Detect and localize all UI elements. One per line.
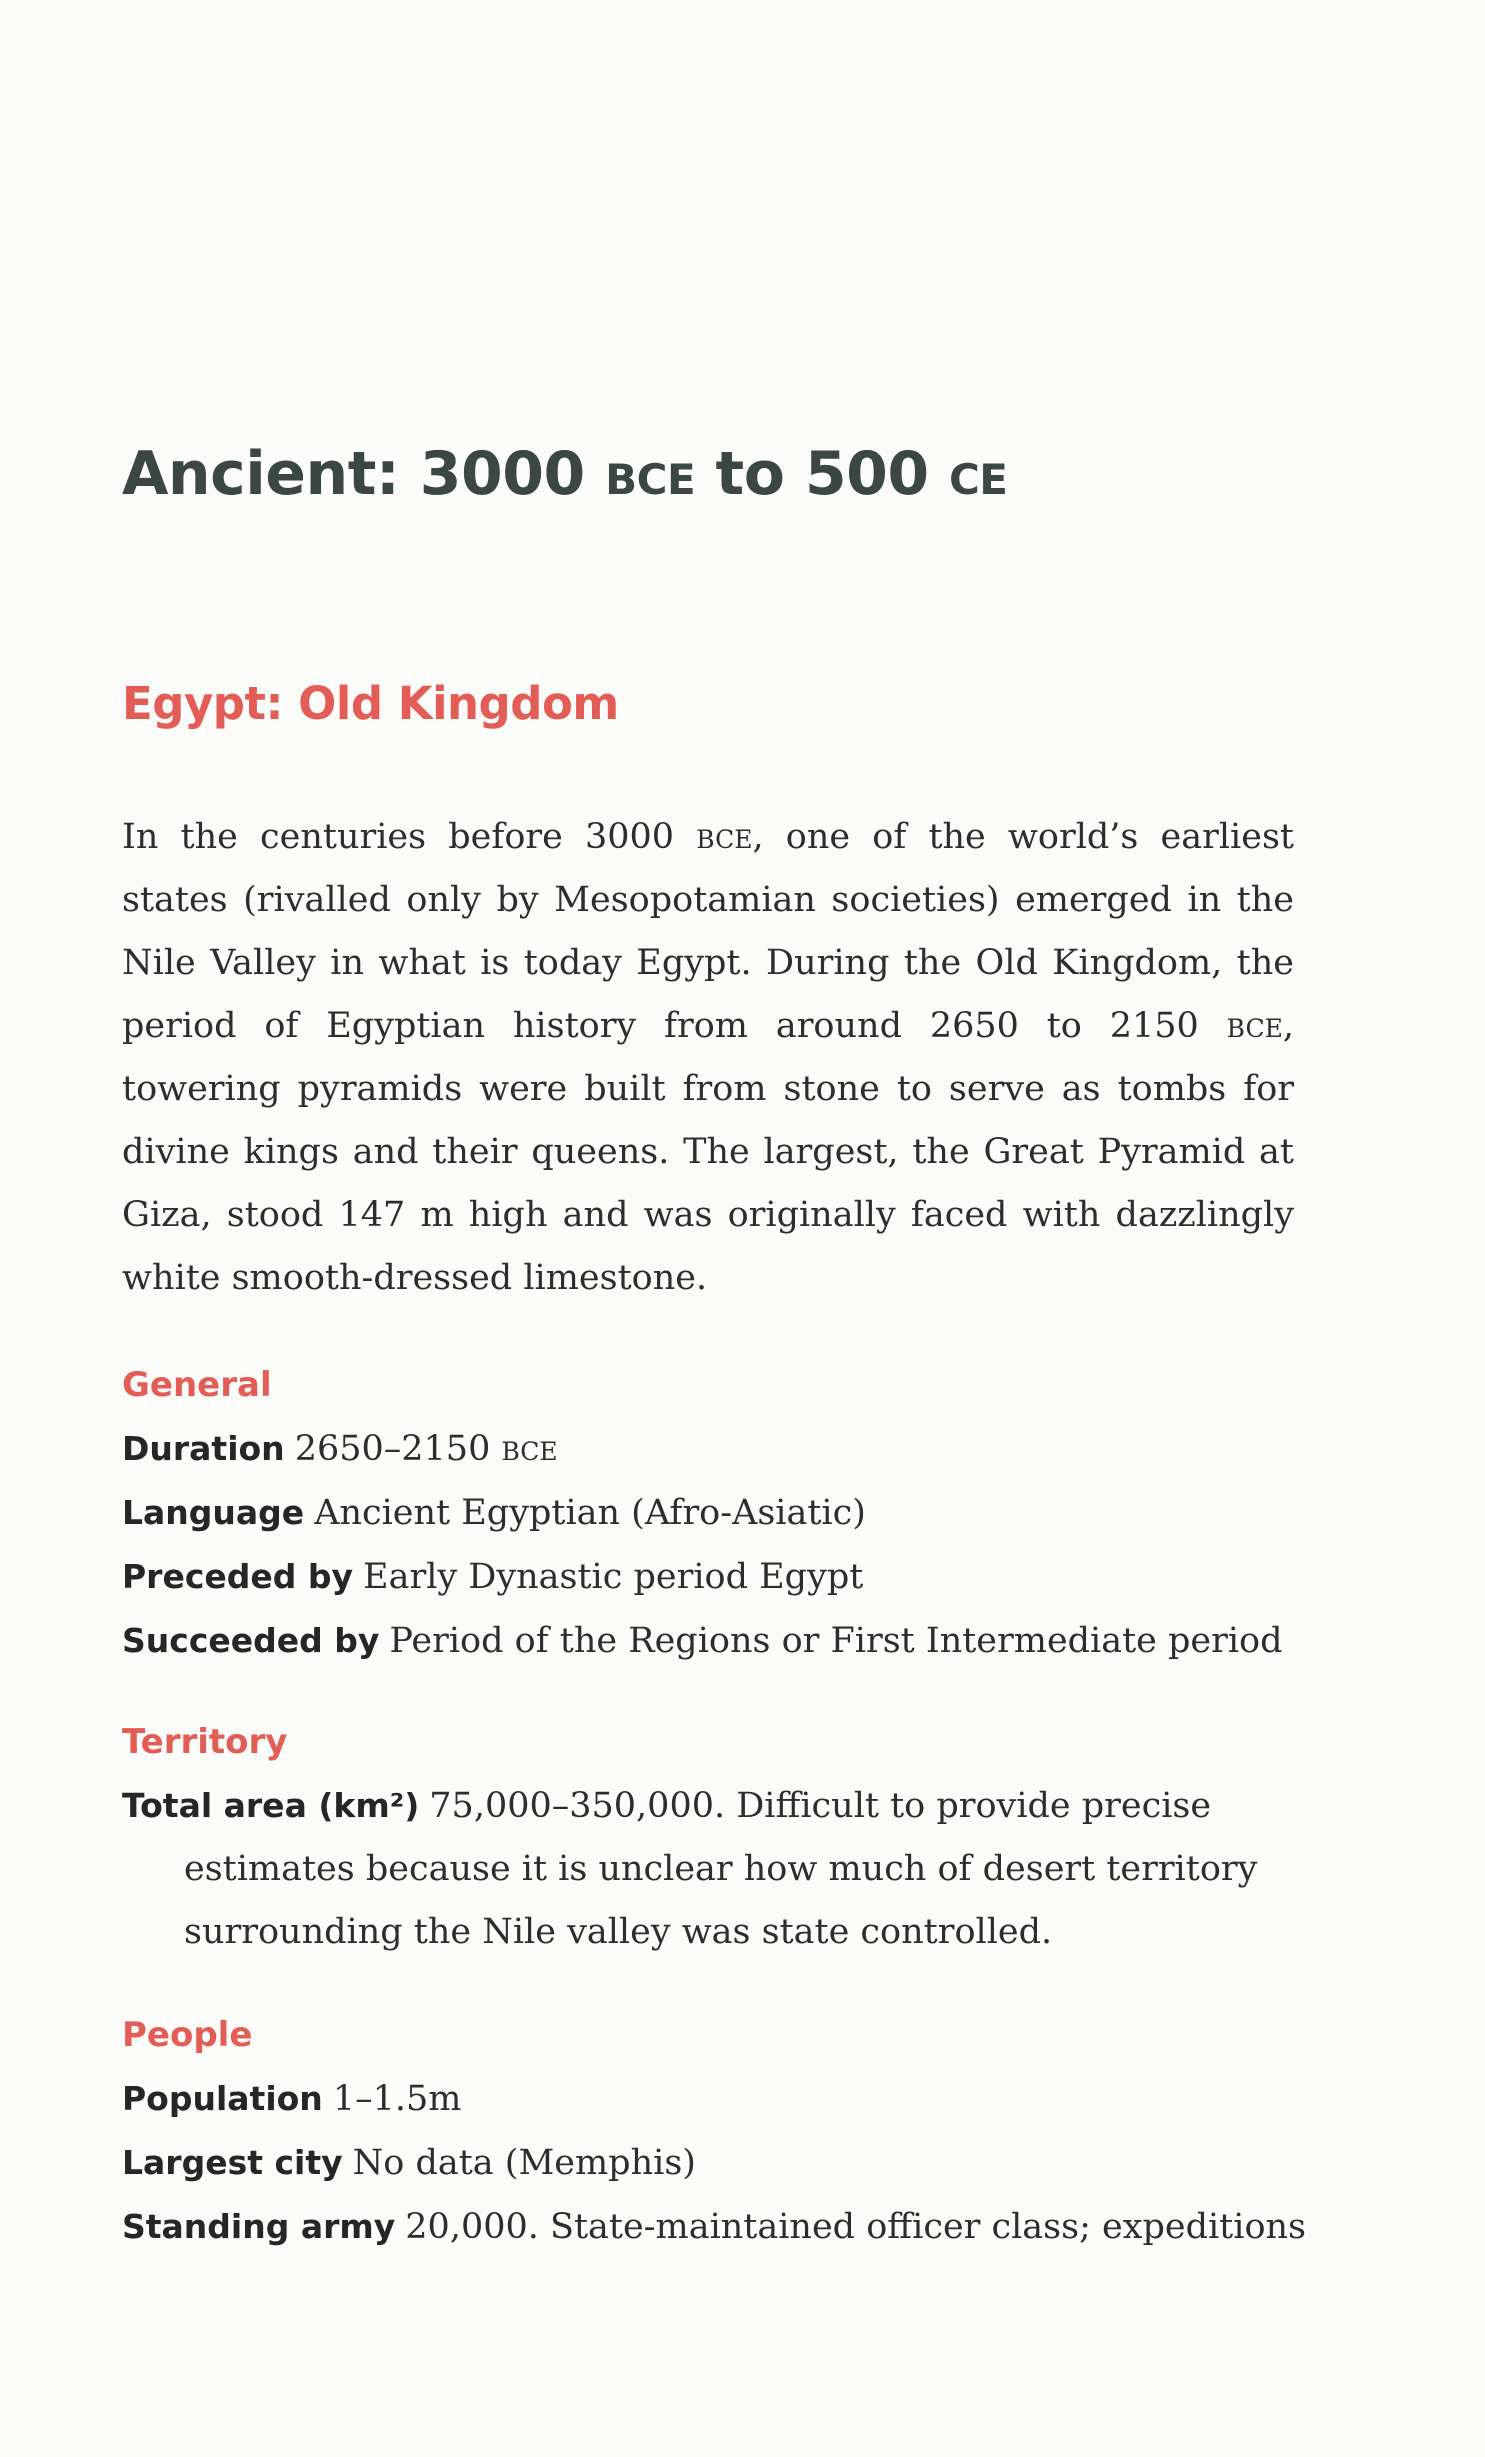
language-label: Language bbox=[122, 1493, 305, 1532]
people-heading: People bbox=[122, 2015, 253, 2055]
succeeded-label: Succeeded by bbox=[122, 1621, 380, 1660]
intro-era-1: bce bbox=[696, 817, 753, 857]
preceded-value: Early Dynastic period Egypt bbox=[363, 1557, 864, 1597]
total-area-label: Total area (km²) bbox=[122, 1786, 420, 1825]
duration-row bbox=[122, 1417, 1302, 1481]
people-section bbox=[122, 2004, 1307, 2259]
population-value: 1–1.5m bbox=[332, 2079, 462, 2119]
intro-paragraph bbox=[122, 806, 1294, 1310]
total-area-value: 75,000–350,000. Difficult to provide precise estimates because it is unclear how much of desert territory surrounding the Nile valley was state controlled. bbox=[184, 1786, 1258, 1952]
chapter-title-prefix: Ancient: 3000 bbox=[122, 439, 606, 509]
succeeded-row bbox=[122, 1609, 1302, 1673]
total-area-row bbox=[122, 1774, 1302, 1964]
population-row bbox=[122, 2067, 1302, 2131]
preceded-label: Preceded by bbox=[122, 1557, 354, 1596]
preceded-row bbox=[122, 1545, 1302, 1609]
standing-army-value: 20,000. State-maintained officer class; expeditions bbox=[405, 2207, 1307, 2247]
intro-era-2: bce bbox=[1226, 1006, 1283, 1046]
duration-label: Duration bbox=[122, 1429, 285, 1468]
largest-city-label: Largest city bbox=[122, 2143, 343, 2182]
section-title: Egypt: Old Kingdom bbox=[122, 677, 619, 730]
standing-army-label: Standing army bbox=[122, 2207, 396, 2246]
intro-part-1: In the centuries before 3000 bbox=[122, 817, 697, 857]
general-section bbox=[122, 1354, 1302, 1673]
language-value: Ancient Egyptian (Afro-Asiatic) bbox=[314, 1493, 866, 1533]
duration-era: bce bbox=[501, 1429, 558, 1469]
chapter-era-end: ce bbox=[948, 439, 1008, 509]
duration-value: 2650–2150 bbox=[294, 1429, 502, 1469]
intro-part-2: , one of the world’s earliest states (rivalled only by Mesopotamian societies) emerged in the Nile Valley in what is today Egypt. During the Old Kingdom, the period of Egyptian history from around 2650 to 2150 bbox=[122, 817, 1294, 1046]
largest-city-row bbox=[122, 2131, 1302, 2195]
general-heading: General bbox=[122, 1365, 272, 1405]
largest-city-value: No data (Memphis) bbox=[352, 2143, 696, 2183]
succeeded-value: Period of the Regions or First Intermediate period bbox=[389, 1621, 1283, 1661]
chapter-era-start: bce bbox=[605, 439, 696, 509]
chapter-title-mid: to 500 bbox=[695, 439, 949, 509]
standing-army-row bbox=[122, 2195, 1307, 2259]
intro-part-3: , towering pyramids were built from stone to serve as tombs for divine kings and their queens. The largest, the Great Pyramid at Giza, stood 147 m high and was originally faced with dazzlingly white smooth-dressed limestone. bbox=[122, 1006, 1294, 1298]
language-row bbox=[122, 1481, 1302, 1545]
territory-heading: Territory bbox=[122, 1722, 288, 1762]
chapter-title bbox=[122, 432, 1008, 516]
population-label: Population bbox=[122, 2079, 323, 2118]
territory-section bbox=[122, 1711, 1302, 1964]
